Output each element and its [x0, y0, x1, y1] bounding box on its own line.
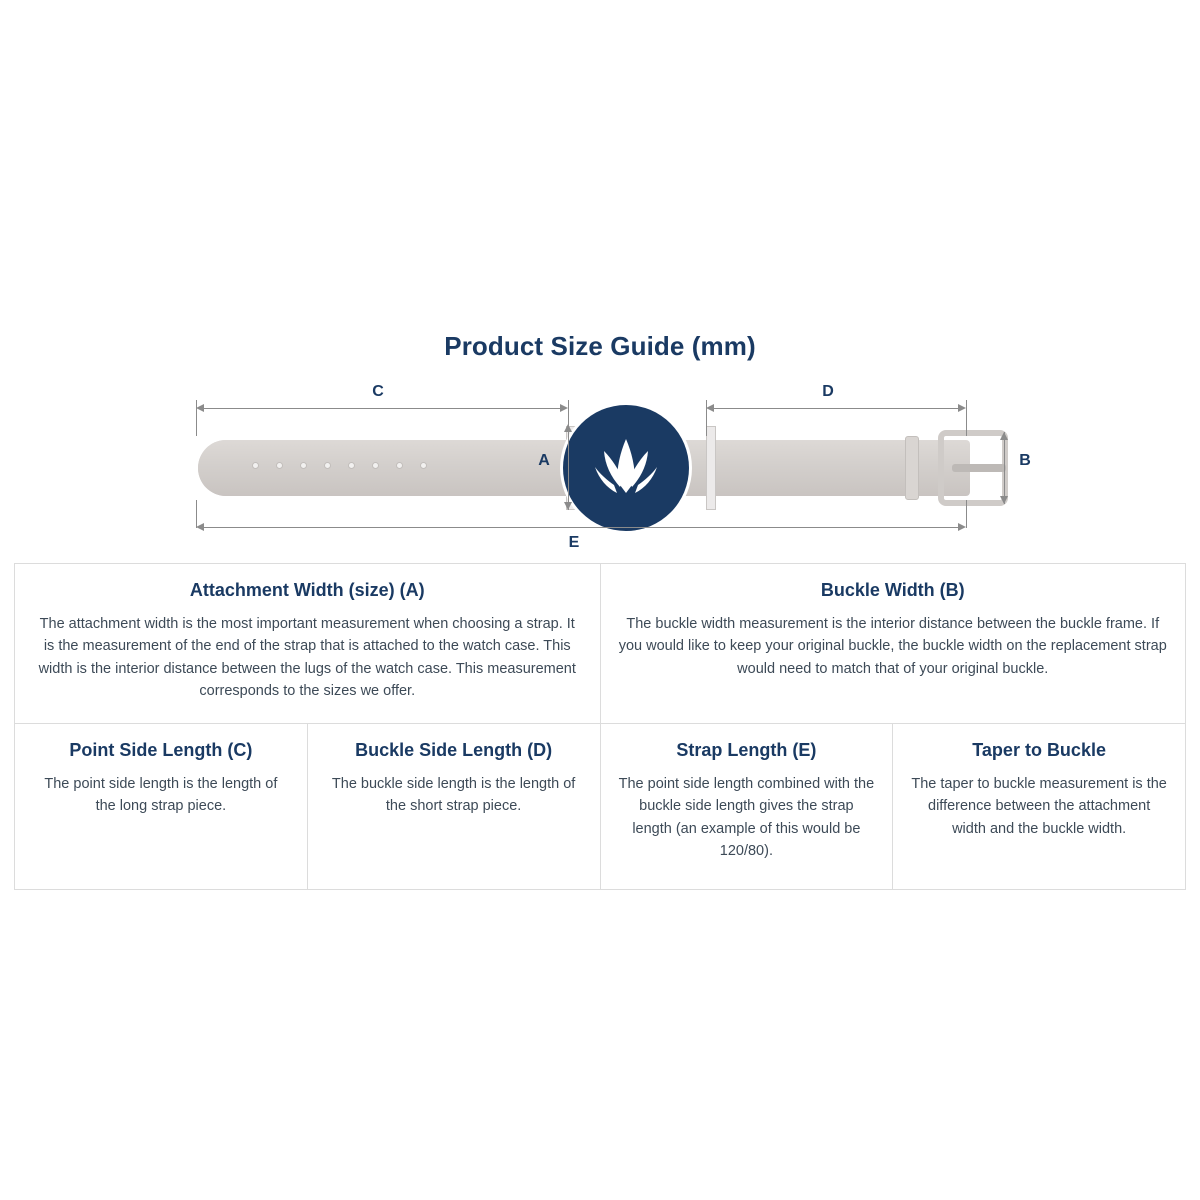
dim-c-arrow-right — [560, 404, 568, 412]
page-title: Product Size Guide (mm) — [444, 331, 756, 361]
cell-body: The buckle width measurement is the interior distance between the buckle frame. If you would like to keep your original buckle, the buckle width on the replacement strap would need to match that of your original buckle. — [618, 616, 1167, 677]
dim-a-arrow-up — [564, 424, 572, 432]
dim-c-line — [200, 408, 564, 409]
dim-label-d: D — [822, 383, 834, 400]
dim-d-arrow-right — [958, 404, 966, 412]
dim-a-line — [568, 424, 569, 510]
cell-point-side-length — [15, 723, 308, 889]
cell-title: Taper to Buckle — [972, 739, 1106, 760]
strap-holes — [252, 462, 422, 474]
cell-attachment-width — [15, 564, 601, 724]
dim-e-arrow-right — [958, 523, 966, 531]
leaf-logo-icon — [563, 405, 689, 531]
buckle-keeper — [905, 436, 919, 500]
cell-strap-length — [600, 723, 893, 889]
table-row — [15, 564, 1186, 724]
dim-b-arrow-down — [1000, 496, 1008, 504]
lug-right — [706, 426, 716, 510]
cell-title: Attachment Width (size) (A) — [189, 580, 425, 600]
dim-a-arrow-down — [564, 502, 572, 510]
cell-body: The buckle side length is the length of the short strap piece. — [331, 775, 576, 815]
size-guide-table — [14, 563, 1186, 890]
cell-body: The taper to buckle measurement is the difference between the attachment width and the buckle width. — [911, 775, 1167, 837]
dim-b-arrow-up — [1000, 432, 1008, 440]
dim-label-e: E — [568, 534, 580, 551]
table-row — [15, 723, 1186, 889]
dim-e-tick-right — [966, 500, 967, 528]
dim-label-c: C — [372, 383, 384, 400]
dim-label-b: B — [1019, 452, 1031, 469]
dim-e-arrow-left — [196, 523, 204, 531]
dim-d-arrow-left — [706, 404, 714, 412]
buckle-tongue — [952, 464, 1006, 472]
cell-body: The point side length is the length of the long strap piece. — [44, 775, 278, 815]
cell-body: The attachment width is the most important measurement when choosing a strap. It is the measurement of the end of the strap that is attached to the watch case. This width is the interior distance between the lugs of the watch case. This measurement corresponds to the sizes we offer. — [38, 616, 576, 700]
cell-buckle-side-length — [307, 723, 600, 889]
dim-label-a: A — [538, 452, 550, 469]
cell-taper-to-buckle — [893, 723, 1186, 889]
dim-d-tick-right — [966, 400, 967, 436]
dim-c-arrow-left — [196, 404, 204, 412]
cell-body: The point side length combined with the buckle side length gives the strap length (an example of this would be 120/80). — [618, 775, 875, 860]
cell-title: Point Side Length (C) — [69, 739, 253, 760]
dim-d-line — [710, 408, 962, 409]
cell-title: Strap Length (E) — [676, 739, 817, 760]
cell-title: Buckle Side Length (D) — [355, 739, 553, 760]
cell-title: Buckle Width (B) — [820, 580, 965, 600]
dim-e-line — [200, 527, 962, 528]
dim-b-line — [1004, 432, 1005, 504]
cell-buckle-width — [600, 564, 1186, 724]
